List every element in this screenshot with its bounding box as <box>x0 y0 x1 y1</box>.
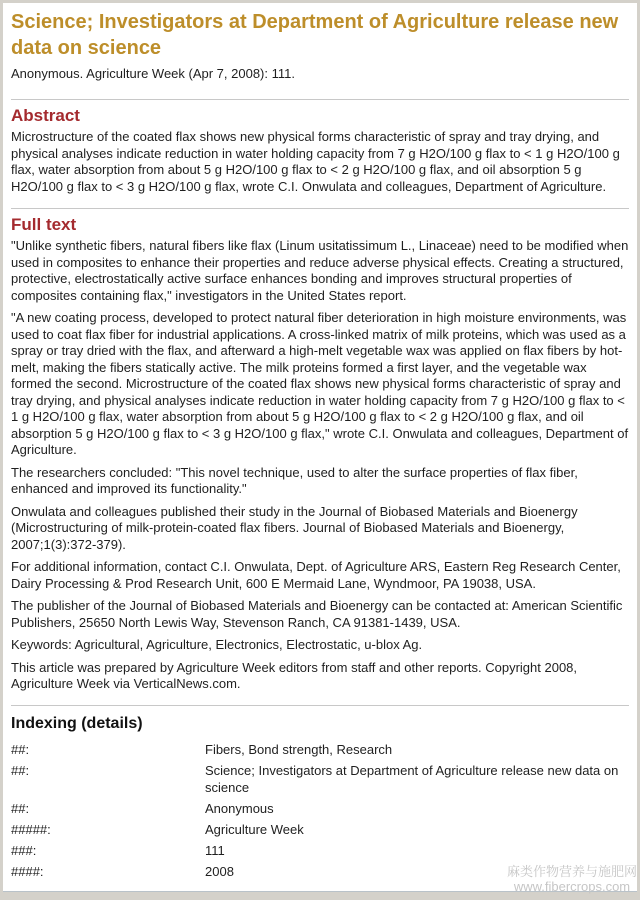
fulltext-copyright: This article was prepared by Agriculture Week editors from staff and other reports. Copyright 2008, Agriculture Week via VerticalNews.com. <box>11 659 578 691</box>
indexing-value: Agriculture Week <box>205 821 304 837</box>
fulltext-paragraph: The researchers concluded: "This novel technique, used to alter the surface properties of flax fiber, enhanced and improved its functionality." <box>11 464 578 496</box>
watermark-site-url: www.fibercrops.com <box>513 879 631 894</box>
indexing-row <box>11 819 629 840</box>
indexing-label: ##: <box>11 762 30 778</box>
indexing-table <box>11 739 629 882</box>
fulltext-paragraph: Onwulata and colleagues published their study in the Journal of Biobased Materials and Bioenergy (Microstructuring of milk-protein-coated flax fibers. Journal of Biobased Materials and Bioenergy, 2007;1(3):372-379). <box>11 503 578 552</box>
indexing-value: Science; Investigators at Department of Agriculture release new data on science <box>205 762 619 795</box>
indexing-label: ##: <box>11 741 30 757</box>
indexing-heading: Indexing (details) <box>11 714 143 732</box>
indexing-label: #####: <box>11 821 51 837</box>
indexing-row <box>11 760 629 798</box>
article-title: Science; Investigators at Department of Agriculture release new data on science <box>11 11 619 59</box>
fulltext-paragraph: The publisher of the Journal of Biobased Materials and Bioenergy can be contacted at: American Scientific Publishers, 25650 North Lewis Way, Stevenson Ranch, CA 91381-1439, USA. <box>11 598 623 630</box>
indexing-row <box>11 861 629 882</box>
article-page <box>3 3 637 892</box>
indexing-row <box>11 798 629 819</box>
abstract-heading: Abstract <box>11 106 80 125</box>
indexing-value: 2008 <box>205 863 234 879</box>
watermark-site-name: 麻类作物营养与施肥网 <box>506 864 637 879</box>
indexing-value: Anonymous <box>205 800 274 816</box>
abstract-text: Microstructure of the coated flax shows new physical forms characteristic of spray and tray drying, and physical analyses indicate reduction in water holding capacity from 7 g H2O/100 g flax to < 1 g H2O/100 g flax, water absorption from about 5 g H2O/100 g flax to < 2 g H2O/100 g flax, and oil absorption 5 g H2O/100 g flax to < 3 g H2O/100 g flax, wrote C.I. Onwulata and colleagues, Department of Agriculture. <box>11 129 620 194</box>
indexing-value: Fibers, Bond strength, Research <box>205 741 393 757</box>
fulltext-paragraph: "A new coating process, developed to protect natural fiber deterioration in high moisture environments, was used to coat flax fiber for industrial applications. A cross-linked matrix of milk proteins, which was used as a spray or tray dried with the flax, and afterward a high-melt vegetable wax was applied on flax fibers by hot-melt, making the fibers statically active. The milk proteins formed a first layer, and the vegetable wax formed the second. Microstructure of the coated flax shows new physical forms characteristic of spray and tray drying, and physical analyses indicate reduction in water holding capacity from 7 g H2O/100 g flax to < 1 g H2O/100 g flax, water absorption from about 5 g H2O/100 g flax to < 2 g H2O/100 g flax, and oil absorption 5 g H2O/100 g flax to < 3 g H2O/100 g flax," wrote C.I. Onwulata and colleagues, Department of Agriculture. <box>11 310 629 457</box>
section-divider <box>11 99 629 100</box>
indexing-label: ####: <box>11 863 44 879</box>
article-byline: Anonymous. Agriculture Week (Apr 7, 2008): 111. <box>11 66 295 81</box>
section-divider <box>11 705 629 706</box>
indexing-row <box>11 840 629 861</box>
fulltext-heading: Full text <box>11 215 77 234</box>
fulltext-paragraph: "Unlike synthetic fibers, natural fibers like flax (Linum usitatissimum L., Linaceae) need to be modified when used in composites to enhance their properties and reduce adverse physical effects. Creating a structured, protective, electrostatically active surface enhances bonding and improves structural properties of composites containing flax," investigators in the United States report. <box>11 238 629 303</box>
fulltext-keywords: Keywords: Agricultural, Agriculture, Electronics, Electrostatic, u-blox Ag. <box>11 637 423 652</box>
indexing-row <box>11 739 629 760</box>
indexing-label: ###: <box>11 842 37 858</box>
fulltext-paragraph: For additional information, contact C.I. Onwulata, Dept. of Agriculture ARS, Eastern Reg Research Center, Dairy Processing & Prod Research Unit, 600 E Mermaid Lane, Wyndmoor, PA 19038, USA. <box>11 559 621 591</box>
indexing-value: 111 <box>205 842 225 858</box>
indexing-label: ##: <box>11 800 30 816</box>
section-divider <box>11 208 629 209</box>
